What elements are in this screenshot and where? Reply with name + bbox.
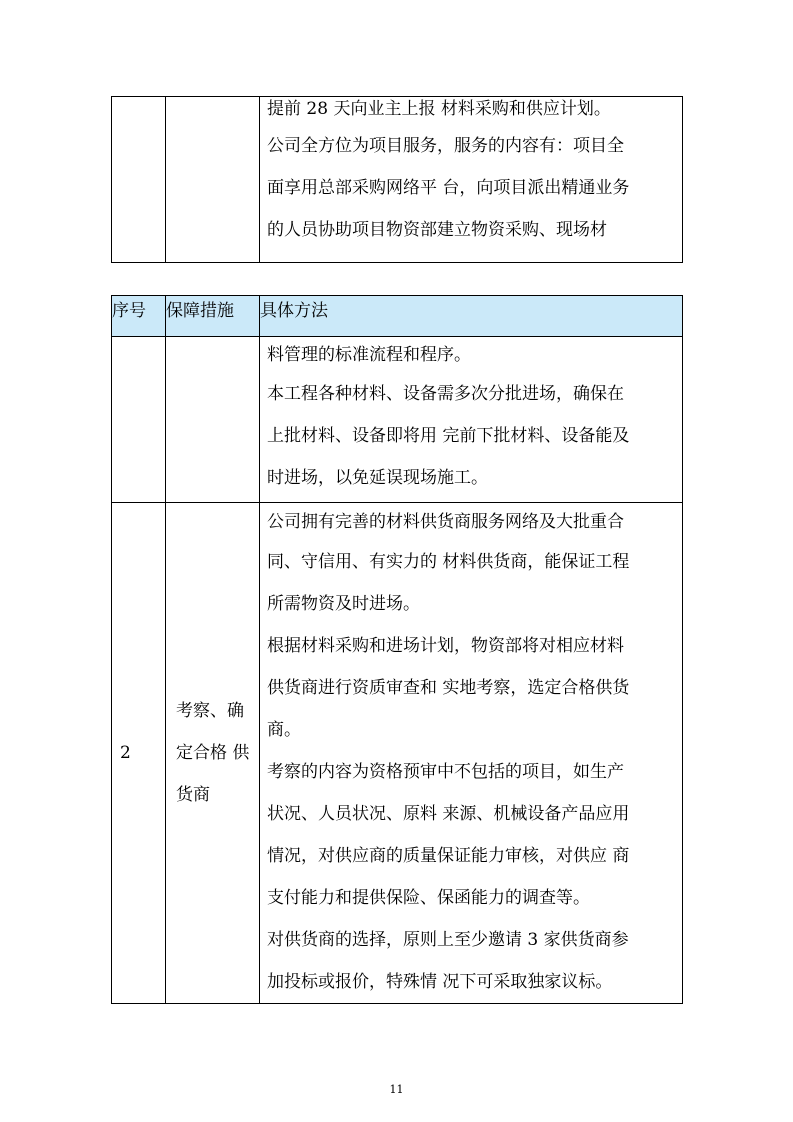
measure-cell <box>166 503 260 1004</box>
measures-table <box>111 295 683 1004</box>
method-cell <box>260 337 683 503</box>
header-method: 具体方法 <box>260 296 683 337</box>
method-line: 根据材料采购和进场计划，物资部将对相应材料 <box>267 636 624 656</box>
method-line: 状况、人员状况、原料 来源、机械设备产品应用 <box>267 804 630 824</box>
method-line: 支付能力和提供保险、保函能力的调查等。 <box>267 888 590 908</box>
measure-cell <box>166 97 260 263</box>
header-measure: 保障措施 <box>166 296 260 337</box>
seq-cell <box>112 97 166 263</box>
method-cell <box>260 97 683 263</box>
table-row <box>112 337 683 503</box>
seq-cell: 2 <box>112 503 166 1004</box>
method-line: 同、守信用、有实力的 材料供货商，能保证工程 <box>267 552 630 572</box>
method-line: 提前 28 天向业主上报 材料采购和供应计划。 <box>267 99 611 119</box>
seq-cell <box>112 337 166 503</box>
method-line: 时进场，以免延误现场施工。 <box>267 468 488 488</box>
measure-line: 定合格 供 <box>176 743 250 763</box>
method-line: 料管理的标准流程和程序。 <box>267 345 471 365</box>
method-cell <box>260 503 683 1004</box>
table-row <box>112 503 683 1004</box>
table-header-row <box>112 296 683 337</box>
method-line: 商。 <box>267 720 301 740</box>
method-line: 本工程各种材料、设备需多次分批进场，确保在 <box>267 384 624 404</box>
method-line: 供货商进行资质审查和 实地考察，选定合格供货 <box>267 678 630 698</box>
method-line: 加投标或报价，特殊情 况下可采取独家议标。 <box>267 972 613 992</box>
continued-table <box>111 96 683 263</box>
page-number: 11 <box>389 1083 404 1096</box>
method-line: 对供货商的选择，原则上至少邀请 3 家供货商参 <box>267 930 629 950</box>
measure-cell <box>166 337 260 503</box>
method-line: 公司拥有完善的材料供货商服务网络及大批重合 <box>267 512 624 532</box>
measure-line: 货商 <box>176 785 210 805</box>
header-seq: 序号 <box>112 296 166 337</box>
method-line: 面享用总部采购网络平 台，向项目派出精通业务 <box>267 178 630 198</box>
method-line: 情况，对供应商的质量保证能力审核，对供应 商 <box>267 846 630 866</box>
method-line: 所需物资及时进场。 <box>267 594 420 614</box>
method-line: 公司全方位为项目服务，服务的内容有：项目全 <box>267 136 624 156</box>
method-line: 考察的内容为资格预审中不包括的项目，如生产 <box>267 762 624 782</box>
measure-line: 考察、确 <box>176 701 244 721</box>
table-row <box>112 97 683 263</box>
method-line: 上批材料、设备即将用 完前下批材料、设备能及 <box>267 426 630 446</box>
method-line: 的人员协助项目物资部建立物资采购、现场材 <box>267 220 607 240</box>
